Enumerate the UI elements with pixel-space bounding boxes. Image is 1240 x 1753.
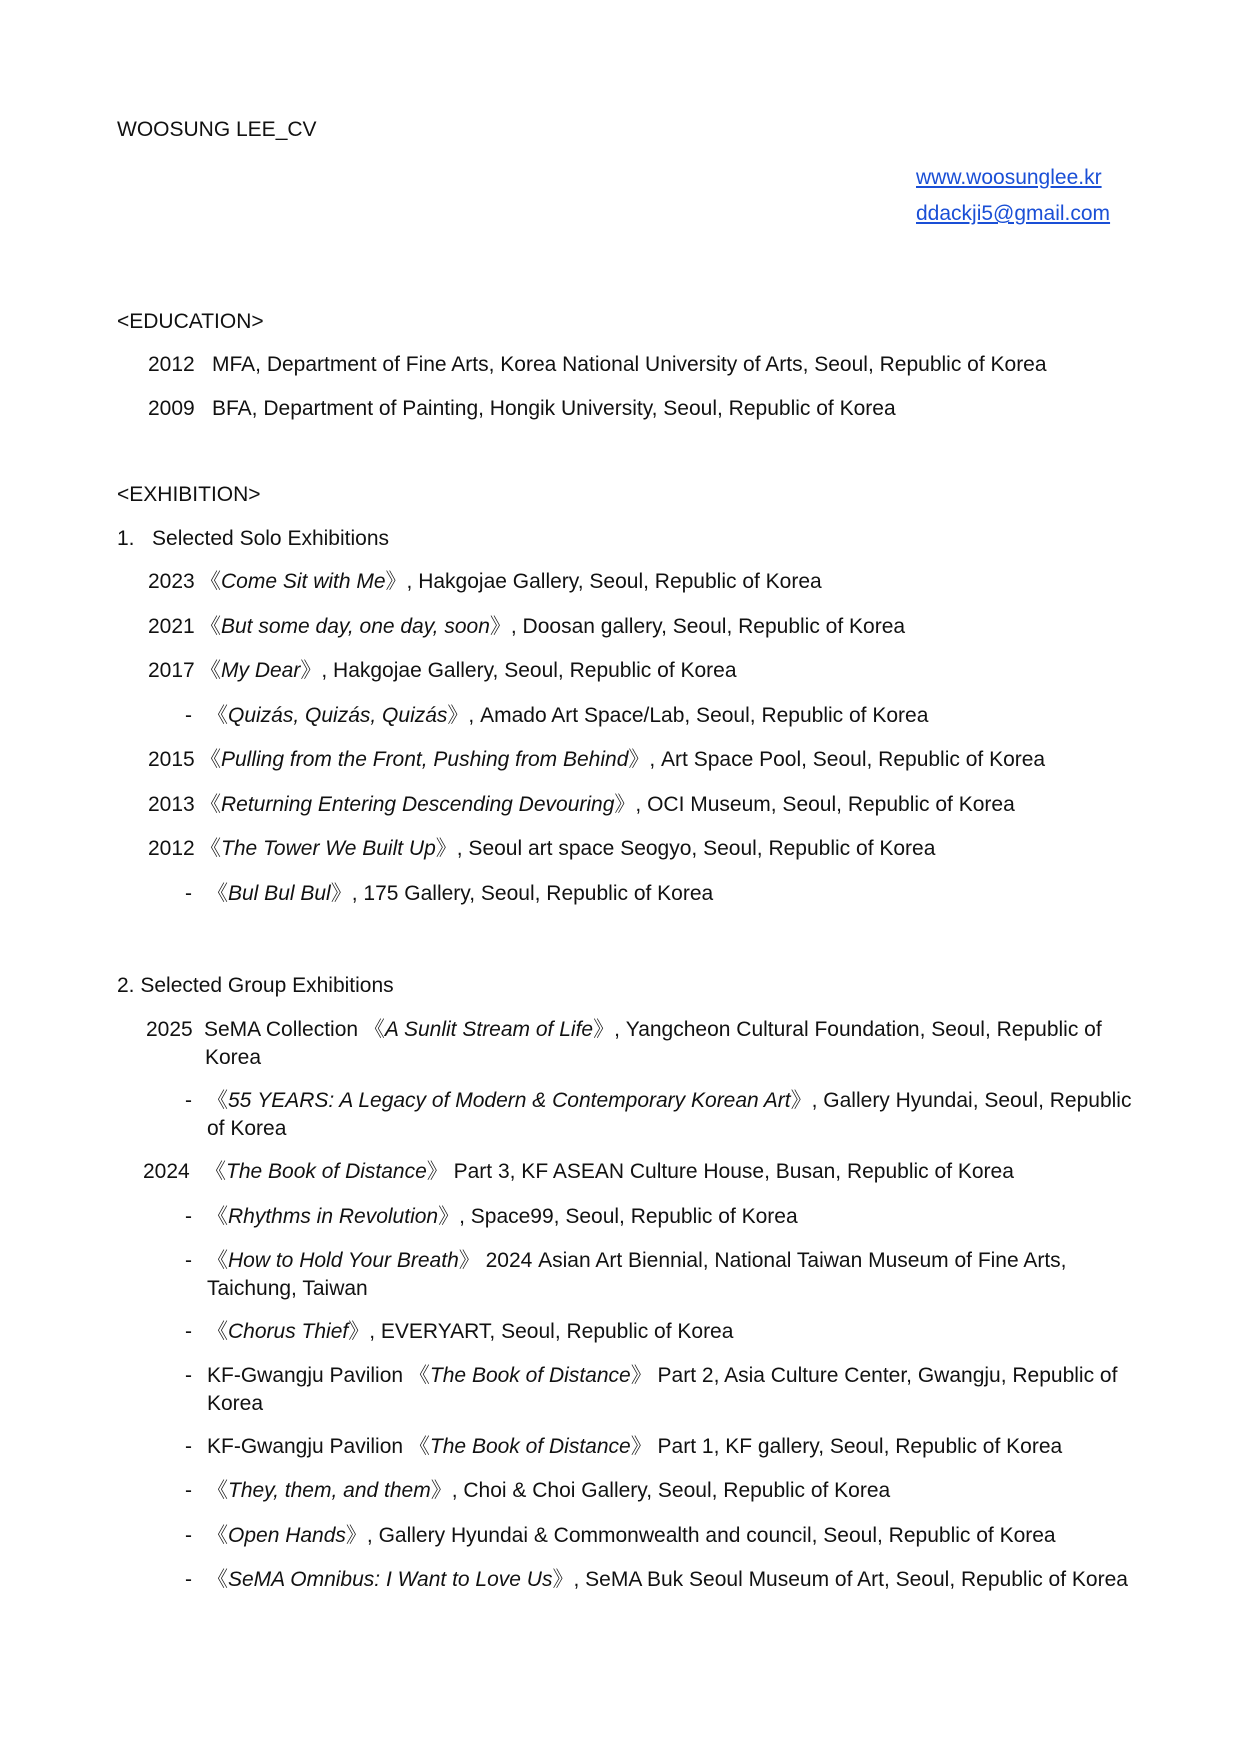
- exhibition-title: The Book of Distance: [429, 1364, 631, 1387]
- exhibition-entry: [185, 1477, 890, 1505]
- open-bracket: 《: [207, 1320, 228, 1343]
- dash-marker: -: [185, 1364, 192, 1387]
- exhibition-entry: [185, 1247, 1067, 1275]
- document-title: WOOSUNG LEE_CV: [117, 118, 317, 141]
- open-bracket: 《: [363, 1018, 385, 1041]
- open-bracket: 《: [207, 1089, 228, 1112]
- exhibition-details: , Amado Art Space/Lab, Seoul, Republic of Korea: [468, 704, 929, 727]
- dash-marker: -: [185, 1320, 192, 1343]
- dash-marker: -: [185, 704, 192, 727]
- exhibition-entry: [148, 746, 1045, 774]
- open-bracket: 《: [207, 1205, 228, 1228]
- close-bracket: 》: [790, 1089, 812, 1112]
- dash-marker: -: [185, 1205, 192, 1228]
- dash-marker: -: [185, 1524, 192, 1547]
- education-heading: <EDUCATION>: [117, 310, 264, 333]
- contact-block: [916, 160, 1110, 232]
- exhibition-entry: [185, 1433, 1062, 1461]
- open-bracket: 《: [408, 1435, 430, 1458]
- dash-marker: -: [185, 882, 192, 905]
- close-bracket: 》: [438, 1205, 460, 1228]
- year: 2009: [148, 397, 195, 420]
- exhibition-details: , 175 Gallery, Seoul, Republic of Korea: [351, 882, 714, 905]
- open-bracket: 《: [200, 793, 221, 816]
- exhibition-title: 55 YEARS: A Legacy of Modern & Contemporary Korean Art: [228, 1089, 791, 1112]
- open-bracket: 《: [408, 1364, 430, 1387]
- exhibition-entry: [148, 613, 905, 641]
- exhibition-entry: [185, 702, 928, 730]
- exhibition-entry: [148, 791, 1015, 819]
- open-bracket: 《: [207, 1479, 228, 1502]
- exhibition-details: , EVERYART, Seoul, Republic of Korea: [369, 1320, 734, 1343]
- group-heading: 2. Selected Group Exhibitions: [117, 974, 394, 997]
- open-bracket: 《: [207, 704, 228, 727]
- exhibition-entry: [148, 835, 935, 863]
- close-bracket: 》: [426, 1160, 448, 1183]
- year: 2012: [148, 353, 195, 376]
- exhibition-title: Rhythms in Revolution: [228, 1205, 439, 1228]
- exhibition-title: SeMA Omnibus: I Want to Love Us: [228, 1568, 553, 1591]
- exhibition-entry: [185, 1362, 1117, 1390]
- exhibition-prefix: KF-Gwangju Pavilion: [207, 1364, 409, 1387]
- exhibition-details: Part 3, KF ASEAN Culture House, Busan, Republic of Korea: [447, 1160, 1014, 1183]
- exhibition-details: Part 1, KF gallery, Seoul, Republic of Korea: [651, 1435, 1063, 1458]
- open-bracket: 《: [200, 615, 221, 638]
- year: 2024: [143, 1160, 190, 1183]
- year: 2012: [148, 837, 195, 860]
- close-bracket: 》: [593, 1018, 615, 1041]
- exhibition-entry: [185, 1203, 798, 1231]
- exhibition-entry: [146, 1016, 1102, 1044]
- exhibition-entry: [148, 657, 737, 685]
- exhibition-details: , OCI Museum, Seoul, Republic of Korea: [635, 793, 1015, 816]
- exhibition-title: The Tower We Built Up: [221, 837, 436, 860]
- year: 2023: [148, 570, 195, 593]
- exhibition-details: , Choi & Choi Gallery, Seoul, Republic of Korea: [451, 1479, 891, 1502]
- exhibition-title: The Book of Distance: [226, 1160, 427, 1183]
- open-bracket: 《: [200, 659, 221, 682]
- education-text: MFA, Department of Fine Arts, Korea National University of Arts, Seoul, Republic of Korea: [212, 353, 1047, 376]
- exhibition-details: , Gallery Hyundai & Commonwealth and council, Seoul, Republic of Korea: [366, 1524, 1056, 1547]
- exhibition-title: Chorus Thief: [228, 1320, 349, 1343]
- exhibition-entry: [185, 1318, 733, 1346]
- exhibition-entry: [185, 880, 713, 908]
- education-item: [148, 351, 1047, 379]
- close-bracket: 》: [630, 1364, 652, 1387]
- close-bracket: 》: [614, 793, 636, 816]
- open-bracket: 《: [200, 837, 221, 860]
- close-bracket: 》: [345, 1524, 367, 1547]
- exhibition-title: Come Sit with Me: [221, 570, 386, 593]
- open-bracket: 《: [207, 1249, 228, 1272]
- year: 2021: [148, 615, 195, 638]
- exhibition-title: How to Hold Your Breath: [228, 1249, 459, 1272]
- exhibition-title: But some day, one day, soon: [221, 615, 490, 638]
- close-bracket: 》: [385, 570, 407, 593]
- exhibition-entry-continued: Korea: [205, 1046, 262, 1069]
- close-bracket: 》: [300, 659, 322, 682]
- exhibition-details: , SeMA Buk Seoul Museum of Art, Seoul, Republic of Korea: [573, 1568, 1128, 1591]
- year: 2017: [148, 659, 195, 682]
- exhibition-details: , Hakgojae Gallery, Seoul, Republic of Korea: [321, 659, 737, 682]
- exhibition-details: , Yangcheon Cultural Foundation, Seoul, Republic of: [614, 1018, 1102, 1041]
- exhibition-entry-continued: Korea: [207, 1392, 264, 1415]
- open-bracket: 《: [207, 882, 228, 905]
- close-bracket: 》: [348, 1320, 370, 1343]
- close-bracket: 》: [330, 882, 352, 905]
- dash-marker: -: [185, 1479, 192, 1502]
- exhibition-title: Open Hands: [228, 1524, 346, 1547]
- exhibition-details: 2024 Asian Art Biennial, National Taiwan Museum of Fine Arts,: [479, 1249, 1067, 1272]
- solo-heading: 1. Selected Solo Exhibitions: [117, 527, 389, 550]
- exhibition-title: Pulling from the Front, Pushing from Behind: [221, 748, 629, 771]
- year: 2015: [148, 748, 195, 771]
- open-bracket: 《: [207, 1568, 228, 1591]
- exhibition-heading: <EXHIBITION>: [117, 483, 261, 506]
- exhibition-entry: [185, 1087, 1131, 1115]
- close-bracket: 》: [489, 615, 511, 638]
- exhibition-details: , Doosan gallery, Seoul, Republic of Korea: [510, 615, 906, 638]
- education-item: [148, 395, 896, 423]
- close-bracket: 》: [435, 837, 457, 860]
- exhibition-prefix: SeMA Collection: [204, 1018, 364, 1041]
- dash-marker: -: [185, 1249, 192, 1272]
- exhibition-title: Bul Bul Bul: [228, 882, 331, 905]
- exhibition-entry-continued: of Korea: [207, 1117, 287, 1140]
- exhibition-details: , Space99, Seoul, Republic of Korea: [459, 1205, 798, 1228]
- exhibition-details: Part 2, Asia Culture Center, Gwangju, Republic of: [651, 1364, 1118, 1387]
- exhibition-title: Quizás, Quizás, Quizás: [228, 704, 448, 727]
- close-bracket: 》: [458, 1249, 480, 1272]
- exhibition-prefix: KF-Gwangju Pavilion: [207, 1435, 409, 1458]
- open-bracket: 《: [205, 1160, 226, 1183]
- exhibition-entry: [185, 1566, 1128, 1594]
- dash-marker: -: [185, 1089, 192, 1112]
- education-text: BFA, Department of Painting, Hongik University, Seoul, Republic of Korea: [212, 397, 896, 420]
- exhibition-title: They, them, and them: [228, 1479, 431, 1502]
- close-bracket: 》: [552, 1568, 574, 1591]
- open-bracket: 《: [200, 570, 221, 593]
- year: 2025: [146, 1018, 193, 1041]
- exhibition-entry: [143, 1158, 1014, 1186]
- exhibition-title: The Book of Distance: [429, 1435, 631, 1458]
- close-bracket: 》: [630, 1435, 652, 1458]
- exhibition-title: Returning Entering Descending Devouring: [221, 793, 615, 816]
- exhibition-entry-continued: Taichung, Taiwan: [207, 1277, 368, 1300]
- exhibition-entry: [148, 568, 822, 596]
- exhibition-details: , Gallery Hyundai, Seoul, Republic: [811, 1089, 1132, 1112]
- email-link[interactable]: ddackji5@gmail.com: [916, 202, 1111, 225]
- exhibition-details: , Seoul art space Seogyo, Seoul, Republic of Korea: [456, 837, 936, 860]
- close-bracket: 》: [447, 704, 469, 727]
- year: 2013: [148, 793, 195, 816]
- close-bracket: 》: [430, 1479, 452, 1502]
- open-bracket: 《: [207, 1524, 228, 1547]
- exhibition-entry: [185, 1522, 1056, 1550]
- exhibition-details: , Hakgojae Gallery, Seoul, Republic of Korea: [406, 570, 822, 593]
- exhibition-details: , Art Space Pool, Seoul, Republic of Korea: [649, 748, 1046, 771]
- dash-marker: -: [185, 1568, 192, 1591]
- dash-marker: -: [185, 1435, 192, 1458]
- open-bracket: 《: [200, 748, 221, 771]
- close-bracket: 》: [628, 748, 650, 771]
- exhibition-title: A Sunlit Stream of Life: [384, 1018, 594, 1041]
- exhibition-title: My Dear: [221, 659, 301, 682]
- website-link[interactable]: www.woosunglee.kr: [916, 166, 1102, 189]
